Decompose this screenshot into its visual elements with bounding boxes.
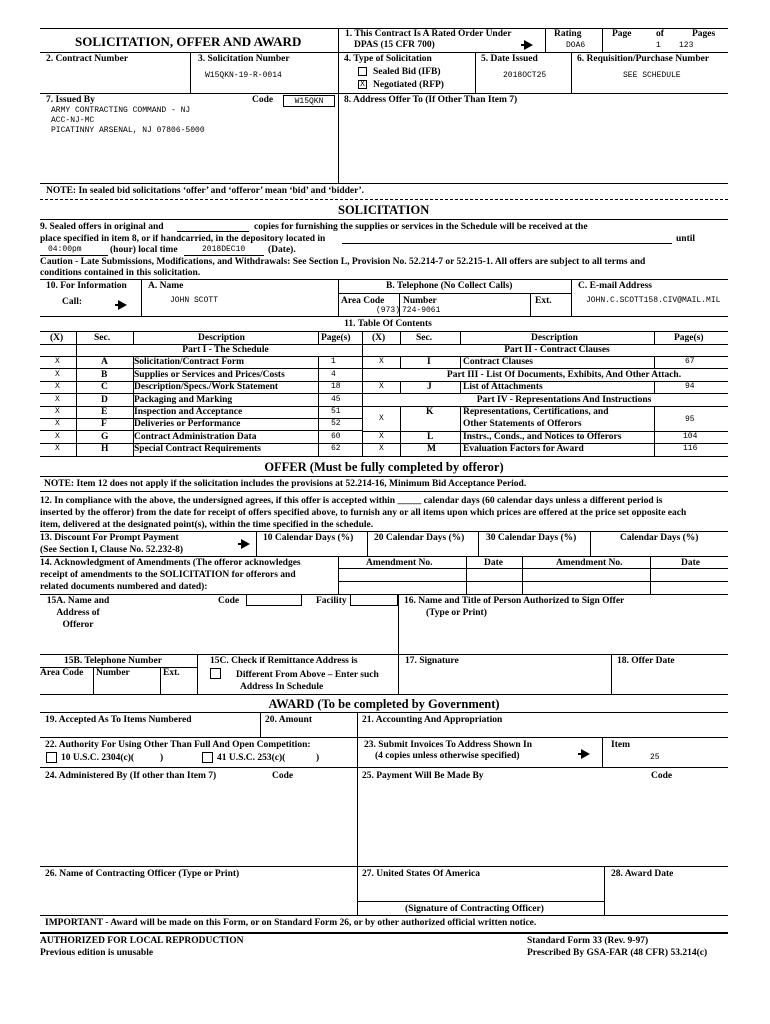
item17-label: 17. Signature: [405, 656, 459, 666]
toc-pages-header: Page(s): [321, 333, 351, 343]
toc-row-x[interactable]: X: [379, 357, 384, 366]
item15c-label-1: 15C. Check if Remittance Address is: [210, 656, 358, 666]
remittance-checkbox[interactable]: [210, 668, 221, 679]
toc-row-sec: F: [101, 419, 107, 429]
toc-row-desc: Packaging and Marking: [134, 395, 233, 405]
item16-label-2: (Type or Print): [426, 608, 487, 618]
discount-10-days-label: 10 Calendar Days (%): [263, 533, 354, 543]
toc-desc-header: Description: [198, 333, 245, 343]
payment-by-field[interactable]: [358, 767, 728, 866]
box1-label-2: DPAS (15 CFR 700): [354, 40, 435, 50]
toc-row-sec: M: [427, 444, 436, 454]
solicitation-number-value[interactable]: W15QKN-19-R-0014: [205, 71, 282, 80]
usc-41-checkbox[interactable]: [202, 752, 213, 763]
issued-by-line-1: ARMY CONTRACTING COMMAND - NJ: [51, 106, 191, 115]
receipt-date-value[interactable]: 2018DEC10: [202, 245, 246, 254]
phone-number-label: Number: [96, 668, 130, 678]
contact-name-value[interactable]: JOHN SCOTT: [170, 296, 219, 305]
toc-row-sec: L: [427, 432, 434, 442]
toc-row-desc: Supplies or Services and Prices/Costs: [134, 370, 285, 380]
arrow-right-icon: [118, 300, 127, 310]
item9-text-a: 9. Sealed offers in original and: [40, 222, 164, 232]
toc-row-x[interactable]: X: [55, 444, 60, 453]
form-title: SOLICITATION, OFFER AND AWARD: [75, 34, 302, 49]
address-offer-label: 8. Address Offer To (If Other Than Item 7): [344, 95, 518, 105]
item9-text-c: place specified in item 8, or if handcarried, in the depository located in: [40, 234, 326, 244]
important-note: IMPORTANT - Award will be made on this Form, or on Standard Form 26, or by other authorized official written notice.: [45, 918, 537, 928]
toc-row-page: 52: [331, 419, 341, 428]
toc-row-page: 116: [683, 444, 698, 453]
amendment-date-label-2: Date: [681, 558, 700, 568]
toc-row-desc: Instrs., Conds., and Notices to Offerors: [463, 432, 622, 442]
caution-text-2: conditions contained in this solicitation.: [40, 268, 201, 278]
toc-part-1: Part I - The Schedule: [182, 345, 269, 355]
toc-row-page: 4: [331, 370, 336, 379]
email-value[interactable]: JOHN.C.SCOTT158.CIV@MAIL.MIL: [586, 296, 721, 305]
item-label: Item: [611, 740, 630, 750]
phone-ext-label: Ext.: [163, 668, 180, 678]
toc-row-page: 1: [331, 357, 336, 366]
toc-row-desc: Special Contract Requirements: [134, 444, 262, 454]
discount-30-days-label: 30 Calendar Days (%): [486, 533, 577, 543]
page-label: Page: [612, 29, 632, 39]
area-code-label: Area Code: [341, 296, 385, 306]
item-value[interactable]: 25: [650, 753, 660, 762]
issued-by-label: 7. Issued By: [46, 95, 95, 105]
item13-text-2: (See Section I, Clause No. 52.232-8): [40, 545, 184, 555]
toc-row-x[interactable]: X: [379, 444, 384, 453]
usc-41-close: ): [316, 753, 320, 763]
toc-row-desc: Description/Specs./Work Statement: [134, 382, 279, 392]
phone-area-code-label: Area Code: [40, 668, 84, 678]
email-label: C. E-mail Address: [578, 281, 652, 291]
administered-by-field[interactable]: [40, 767, 337, 866]
item16-label-1: 16. Name and Title of Person Authorized to Sign Offer: [404, 596, 625, 606]
toc-row-desc: Deliveries or Performance: [134, 419, 241, 429]
item15a-label-3: Offeror: [62, 620, 94, 630]
footer-authorized: AUTHORIZED FOR LOCAL REPRODUCTION: [40, 936, 244, 946]
usc-41-label: 41 U.S.C. 253(c)(: [217, 753, 286, 763]
issued-by-line-2: ACC-NJ-MC: [51, 116, 95, 125]
toc-row-x[interactable]: X: [379, 382, 384, 391]
footer-form-number: Standard Form 33 (Rev. 9-97): [527, 936, 649, 946]
page-value: 1: [656, 41, 661, 50]
toc-row-desc: Contract Clauses: [463, 357, 533, 367]
item15a-label-1: 15A. Name and: [46, 596, 110, 606]
item25-code-label: Code: [651, 771, 673, 781]
item9-text-b: copies for furnishing the supplies or services in the Schedule will be received at the: [254, 222, 588, 232]
toc-row-sec: D: [101, 395, 108, 405]
facility-field[interactable]: [350, 594, 398, 606]
toc-row-x[interactable]: X: [55, 395, 60, 404]
toc-row-x[interactable]: X: [55, 357, 60, 366]
item9-until: until: [676, 234, 696, 244]
item22-label: 22. Authority For Using Other Than Full And Open Competition:: [45, 740, 311, 750]
toc-sec-header-2: Sec.: [416, 333, 433, 343]
requisition-label: 6. Requisition/Purchase Number: [577, 54, 710, 64]
item23-label-1: 23. Submit Invoices To Address Shown In: [364, 740, 532, 750]
issued-code-label: Code: [252, 95, 274, 105]
pages-label: Pages: [692, 29, 716, 39]
item24-code-label: Code: [272, 771, 294, 781]
toc-row-desc: Other Statements of Offerors: [463, 419, 582, 429]
signature-officer-label: (Signature of Contracting Officer): [405, 904, 544, 914]
toc-row-page: 45: [331, 395, 341, 404]
toc-row-desc: Solicitation/Contract Form: [134, 357, 245, 367]
toc-row-x[interactable]: X: [379, 432, 384, 441]
item24-label: 24. Administered By (If other than Item 7): [45, 771, 217, 781]
offer-heading: OFFER (Must be fully completed by offeror): [264, 460, 504, 474]
receipt-time-label: (hour) local time: [110, 245, 178, 255]
toc-row-desc: Evaluation Factors for Award: [463, 444, 584, 454]
item12-text-1: 12. In compliance with the above, the undersigned agrees, if this offer is accepted within _____ calendar days (60 calendar days unless a different period is: [40, 496, 663, 506]
toc-row-x[interactable]: X: [55, 419, 60, 428]
toc-row-page: 94: [685, 382, 695, 391]
toc-desc-header-2: Description: [531, 333, 578, 343]
item13-text-1: 13. Discount For Prompt Payment: [40, 533, 179, 543]
discount-20-days-label: 20 Calendar Days (%): [374, 533, 465, 543]
item25-label: 25. Payment Will Be Made By: [362, 771, 484, 781]
rating-value[interactable]: DOA6: [566, 41, 586, 50]
phone-number-value[interactable]: 724-9061: [402, 306, 441, 315]
item14-text-3: related documents numbered and dated):: [40, 582, 208, 592]
solicitation-number-label: 3. Solicitation Number: [198, 54, 290, 64]
usc-10-label: 10 U.S.C. 2304(c)(: [61, 753, 135, 763]
issued-code-value[interactable]: W15QKN: [283, 95, 335, 107]
toc-row-x[interactable]: X: [55, 382, 60, 391]
toc-row-page: 95: [685, 415, 695, 424]
solicitation-heading: SOLICITATION: [338, 203, 430, 217]
arrow-right-icon: [524, 40, 533, 50]
area-code-value[interactable]: (973): [376, 306, 401, 315]
toc-row-sec: J: [427, 382, 432, 392]
discount-custom-days-label: Calendar Days (%): [620, 533, 699, 543]
footer-previous-edition: Previous edition is unusable: [40, 948, 154, 958]
pages-value: 123: [679, 41, 694, 50]
negotiated-checkbox[interactable]: X: [358, 80, 367, 89]
info-label: 10. For Information: [46, 281, 127, 291]
item19-label: 19. Accepted As To Items Numbered: [45, 715, 192, 725]
toc-row-x[interactable]: X: [379, 414, 384, 423]
of-label: of: [656, 29, 664, 39]
item23-label-2: (4 copies unless otherwise specified): [375, 751, 520, 761]
sealed-bid-label: Sealed Bid (IFB): [373, 67, 441, 77]
offeror-code-label: Code: [218, 596, 240, 606]
toc-row-sec: G: [101, 432, 109, 442]
item27-label: 27. United States Of America: [362, 869, 480, 879]
facility-label: Facility: [316, 596, 347, 606]
requisition-value[interactable]: SEE SCHEDULE: [623, 71, 681, 80]
call-label: Call:: [62, 297, 83, 307]
toc-row-desc: List of Attachments: [463, 382, 543, 392]
offeror-code-field[interactable]: [246, 594, 302, 606]
toc-row-sec: I: [427, 357, 431, 367]
toc-sec-header: Sec.: [94, 333, 111, 343]
usc-10-checkbox[interactable]: [46, 752, 57, 763]
arrow-right-icon: [241, 539, 250, 549]
number-label: Number: [403, 296, 437, 306]
item15c-label-3: Address In Schedule: [240, 682, 324, 692]
box1-label-1: 1. This Contract Is A Rated Order Under: [345, 29, 512, 39]
issued-by-line-3: PICATINNY ARSENAL, NJ 07806-5000: [51, 126, 205, 135]
item28-label: 28. Award Date: [611, 869, 674, 879]
contract-number-label: 2. Contract Number: [46, 54, 129, 64]
item15b-label: 15B. Telephone Number: [64, 656, 162, 666]
amendment-no-label: Amendment No.: [366, 558, 433, 568]
caution-text-1: Caution - Late Submissions, Modifications, and Withdrawals: See Section L, Provision No. 52.214-7 or 52.215-1. All offers are subject to all terms and: [40, 257, 646, 267]
toc-row-desc: Inspection and Acceptance: [134, 407, 243, 417]
negotiated-label: Negotiated (RFP): [373, 80, 444, 90]
toc-row-x[interactable]: X: [55, 432, 60, 441]
toc-row-page: 62: [331, 444, 341, 453]
sealed-bid-checkbox[interactable]: [358, 67, 367, 76]
item20-label: 20. Amount: [265, 715, 312, 725]
item15c-label-2: Different From Above – Enter such: [236, 670, 379, 680]
toc-row-page: 60: [331, 432, 341, 441]
item21-label: 21. Accounting And Appropriation: [362, 715, 503, 725]
footer-prescribed: Prescribed By GSA-FAR (48 CFR) 53.214(c): [527, 948, 708, 958]
toc-row-desc: Representations, Certifications, and: [463, 407, 609, 417]
item15a-label-2: Address of: [56, 608, 100, 618]
sealed-bid-note: NOTE: In sealed bid solicitations ‘offer’ and ‘offeror’ mean ‘bid’ and ‘bidder’.: [46, 186, 365, 196]
toc-x-header-2: (X): [372, 333, 386, 343]
toc-row-sec: K: [426, 407, 434, 417]
item12-text-2: inserted by the offeror) from the date for receipt of offers specified above, to furnish any or all items upon which prices are offered at the price set opposite each: [40, 508, 687, 518]
toc-row-sec: B: [101, 370, 108, 380]
amendment-date-label: Date: [484, 558, 503, 568]
toc-row-page: 104: [683, 432, 698, 441]
telephone-label: B. Telephone (No Collect Calls): [386, 281, 513, 291]
receipt-date-label: (Date).: [268, 245, 296, 255]
toc-row-sec: C: [101, 382, 108, 392]
amendment-no-label-2: Amendment No.: [556, 558, 623, 568]
receipt-time-value[interactable]: 04:00pm: [48, 245, 82, 254]
toc-row-x[interactable]: X: [55, 407, 60, 416]
rating-label: Rating: [554, 29, 582, 39]
ext-label: Ext.: [535, 296, 552, 306]
toc-row-sec: A: [101, 357, 108, 367]
toc-row-desc: Contract Administration Data: [134, 432, 257, 442]
toc-title: 11. Table Of Contents: [344, 319, 432, 329]
toc-row-page: 51: [331, 407, 341, 416]
item26-label: 26. Name of Contracting Officer (Type or Print): [45, 869, 240, 879]
toc-x-header: (X): [50, 333, 64, 343]
usc-10-close: ): [160, 753, 164, 763]
toc-row-sec: E: [101, 407, 108, 417]
name-label: A. Name: [148, 281, 184, 291]
item18-label: 18. Offer Date: [617, 656, 675, 666]
date-issued-value[interactable]: 2018OCT25: [503, 71, 547, 80]
toc-row-page: 18: [331, 382, 341, 391]
item14-text-2: receipt of amendments to the SOLICITATION for offerors and: [40, 570, 296, 580]
toc-row-sec: H: [101, 444, 109, 454]
toc-part-3: Part III - List Of Documents, Exhibits, And Other Attach.: [446, 370, 682, 380]
toc-part-2: Part II - Contract Clauses: [504, 345, 610, 355]
item14-text-1: 14. Acknowledgment of Amendments (The offeror acknowledges: [40, 558, 301, 568]
date-issued-label: 5. Date Issued: [481, 54, 538, 64]
item12-text-3: item, delivered at the designated point(s), within the time specified in the schedule.: [40, 520, 374, 530]
type-of-solicitation-label: 4. Type of Solicitation: [344, 54, 432, 64]
toc-row-x[interactable]: X: [55, 370, 60, 379]
toc-pages-header-2: Page(s): [674, 333, 704, 343]
item12-note: NOTE: Item 12 does not apply if the solicitation includes the provisions at 52.214-16, Minimum Bid Acceptance Period.: [44, 479, 527, 489]
toc-part-4: Part IV - Representations And Instructions: [476, 395, 652, 405]
award-heading: AWARD (To be completed by Government): [268, 697, 500, 711]
toc-row-page: 67: [685, 357, 695, 366]
arrow-right-icon: [581, 749, 590, 759]
